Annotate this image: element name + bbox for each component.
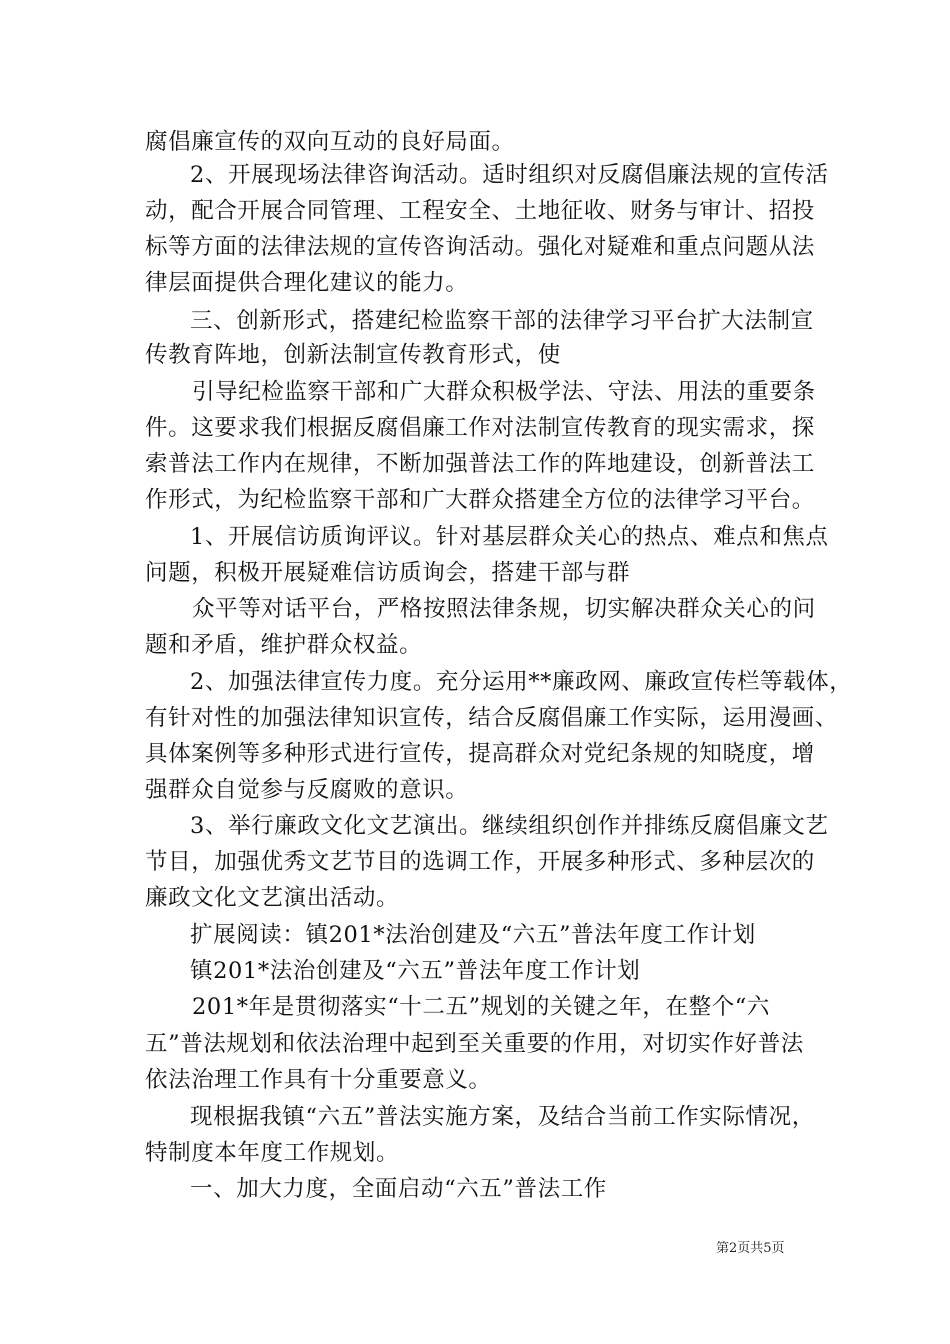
text-line-15: 题和矛盾，维护群众权益。 [145,632,423,658]
text-line-16: 2、加强法律宣传力度。充分运用**廉政网、廉政宣传栏等载体， [190,669,853,695]
text-line-8: 引导纪检监察干部和广大群众积极学法、守法、用法的重要条 [192,379,816,405]
text-line-14: 众平等对话平台，严格按照法律条规，切实解决群众关心的问 [192,596,816,622]
text-line-26: 五”普法规划和依法治理中起到至关重要的作用，对切实作好普法 [145,1031,804,1057]
text-line-4: 标等方面的法律法规的宣传咨询活动。强化对疑难和重点问题从法 [145,234,815,260]
text-line-28: 现根据我镇“六五”普法实施方案，及结合当前工作实际情况， [190,1104,815,1130]
text-line-25: 201*年是贯彻落实“十二五”规划的关键之年，在整个“六 [192,994,771,1020]
text-line-1: 腐倡廉宣传的双向互动的良好局面。 [145,129,515,155]
text-line-12: 1、开展信访质询评议。针对基层群众关心的热点、难点和焦点 [190,524,829,550]
text-line-22: 廉政文化文艺演出活动。 [145,885,400,911]
text-line-20: 3、举行廉政文化文艺演出。继续组织创作并排练反腐倡廉文艺 [190,813,829,839]
text-line-7: 传教育阵地，创新法制宣传教育形式，使 [145,342,561,368]
text-line-23: 扩展阅读：镇201*法治创建及“六五”普法年度工作计划 [190,922,756,948]
text-line-10: 索普法工作内在规律，不断加强普法工作的阵地建设，创新普法工 [145,451,815,477]
text-line-24: 镇201*法治创建及“六五”普法年度工作计划 [190,958,641,984]
text-line-29: 特制度本年度工作规划。 [145,1140,400,1166]
text-line-27: 依法治理工作具有十分重要意义。 [145,1067,492,1093]
text-line-18: 具体案例等多种形式进行宣传，提高群众对党纪条规的知晓度，增 [145,741,815,767]
text-line-6: 三、创新形式，搭建纪检监察干部的法律学习平台扩大法制宣 [190,308,814,334]
text-line-2: 2、开展现场法律咨询活动。适时组织对反腐倡廉法规的宣传活 [190,162,829,188]
text-line-3: 动，配合开展合同管理、工程安全、土地征收、财务与审计、招投 [145,198,815,224]
page-number: 第2页共5页 [716,1241,785,1256]
text-line-9: 件。这要求我们根据反腐倡廉工作对法制宣传教育的现实需求，探 [145,415,815,441]
text-line-19: 强群众自觉参与反腐败的意识。 [145,777,469,803]
text-line-11: 作形式，为纪检监察干部和广大群众搭建全方位的法律学习平台。 [145,487,815,513]
text-line-17: 有针对性的加强法律知识宣传，结合反腐倡廉工作实际，运用漫画、 [145,705,839,731]
text-line-13: 问题，积极开展疑难信访质询会，搭建干部与群 [145,560,631,586]
text-line-5: 律层面提供合理化建议的能力。 [145,270,469,296]
text-line-21: 节目，加强优秀文艺节目的选调工作，开展多种形式、多种层次的 [145,849,815,875]
text-line-30: 一、加大力度，全面启动“六五”普法工作 [190,1176,607,1202]
